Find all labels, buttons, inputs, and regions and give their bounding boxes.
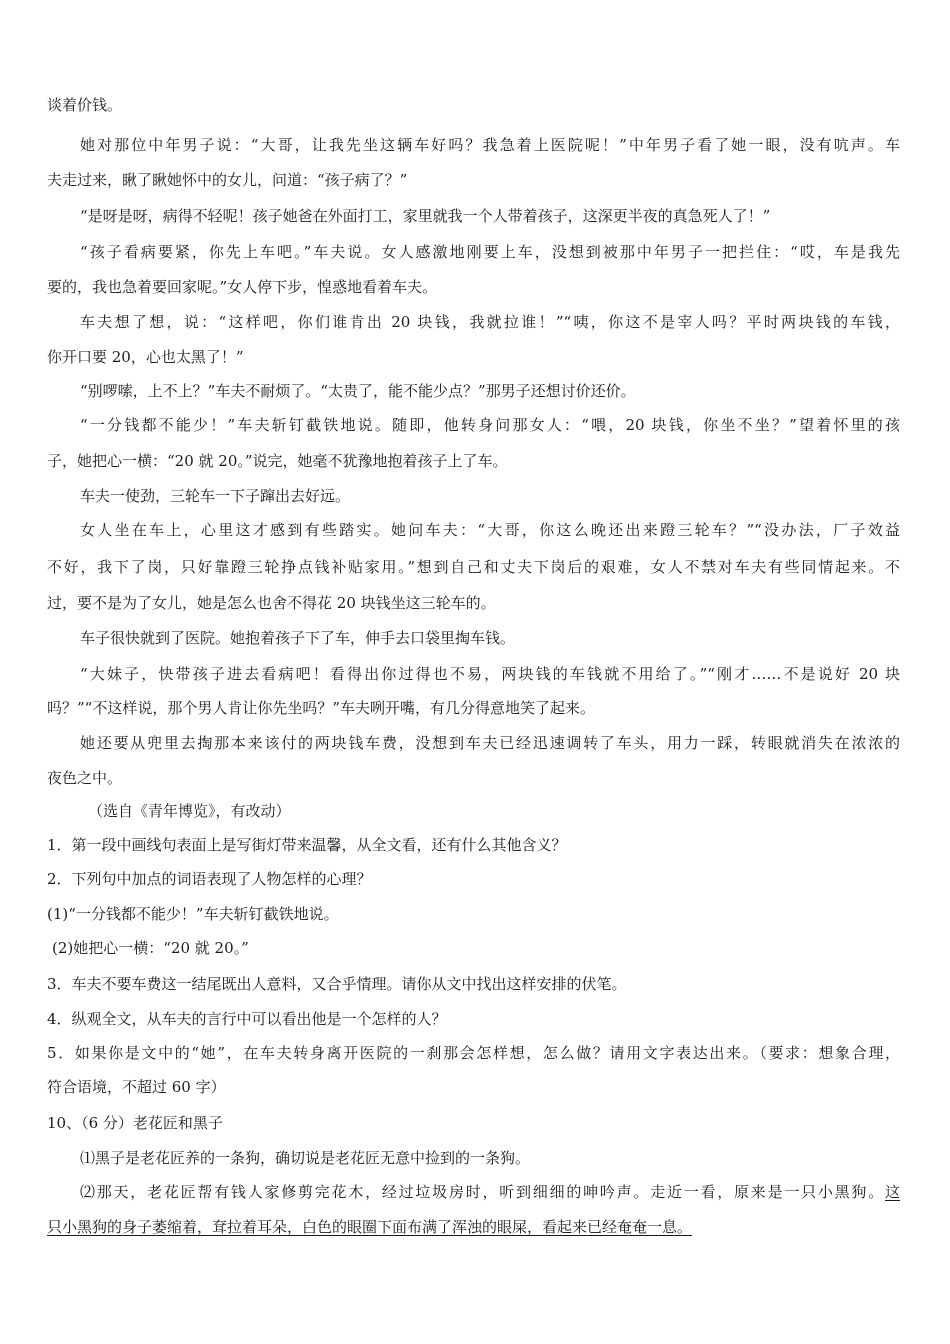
- section-10-heading: 10、（6 分）老花匠和黑子: [47, 1114, 223, 1132]
- story-line: 吗？”“不这样说，那个男人肯让你先坐吗？”车夫咧开嘴，有几分得意地笑了起来。: [47, 699, 596, 717]
- story-line: 她对那位中年男子说：“大哥，让我先坐这辆车好吗？我急着上医院呢！”中年男子看了她一眼，没有吭声。车: [80, 136, 900, 154]
- question-5-cont: 符合语境，不超过 60 字）: [47, 1078, 226, 1096]
- question-2: 2．下列句中加点的词语表现了人物怎样的心理？: [47, 870, 372, 888]
- question-2-item-1: (1)“一分钱都不能少！”车夫斩钉截铁地说。: [47, 905, 339, 923]
- story-line: 你开口要 20，心也太黑了！”: [47, 348, 244, 366]
- story-line: 她还要从兜里去掏那本来该付的两块钱车费，没想到车夫已经迅速调转了车头，用力一踩，转眼就消失在浓浓的: [80, 734, 900, 752]
- story-line: 女人坐在车上，心里这才感到有些踏实。她问车夫：“大哥，你这么晚还出来蹬三轮车？”“没办法，厂子效益: [80, 521, 900, 539]
- section-10-para-2-cont: [47, 1217, 692, 1237]
- question-4: 4．纵观全文，从车夫的言行中可以看出他是一个怎样的人？: [47, 1010, 447, 1028]
- story-line: 不好，我下了岗，只好靠蹬三轮挣点钱补贴家用。”想到自己和丈夫下岗后的艰难，女人不禁对车夫有些同情起来。不: [47, 558, 900, 576]
- story-line: 车夫想了想，说：“这样吧，你们谁肯出 20 块钱，我就拉谁！”“咦，你这不是宰人吗？平时两块钱的车钱，: [80, 313, 900, 331]
- underlined-sentence-start: 这: [884, 1183, 900, 1201]
- question-5: 5．如果你是文中的“她”，在车夫转身离开医院的一刹那会怎样想，怎么做？请用文字表达出来。（要求：想象合理，: [47, 1044, 900, 1062]
- story-line: “孩子看病要紧，你先上车吧。”车夫说。女人感激地刚要上车，没想到被那中年男子一把拦住：“哎，车是我先: [80, 243, 900, 261]
- story-line: “一分钱都不能少！”车夫斩钉截铁地说。随即，他转身问那女人：“喂，20 块钱，你坐不坐？”望着怀里的孩: [80, 416, 900, 434]
- question-3: 3．车夫不要车费这一结尾既出人意料，又合乎情理。请你从文中找出这样安排的伏笔。: [47, 975, 627, 993]
- story-line: 车夫一使劲，三轮车一下子蹿出去好远。: [80, 487, 351, 505]
- story-line: 子，她把心一横：“20 就 20。”说完，她毫不犹豫地抱着孩子上了车。: [47, 452, 508, 470]
- section-10-para-1: ⑴黑子是老花匠养的一条狗，确切说是老花匠无意中捡到的一条狗。: [80, 1149, 531, 1167]
- story-line: 要的，我也急着要回家呢。”女人停下步，惶惑地看着车夫。: [47, 278, 438, 296]
- underlined-sentence: 只小黑狗的身子萎缩着，耷拉着耳朵，白色的眼圈下面布满了浑浊的眼屎，看起来已经奄奄一息。: [47, 1218, 693, 1236]
- question-2-item-2: (2)她把心一横：“20 就 20。”: [52, 939, 249, 957]
- para-2-text: ⑵那天，老花匠帮有钱人家修剪完花木，经过垃圾房时，听到细细的呻吟声。走近一看，原来是一只小黑狗。: [80, 1183, 885, 1201]
- story-line: “大妹子，快带孩子进去看病吧！看得出你过得也不易，两块钱的车钱就不用给了。”“刚才……不是说好 20 块: [80, 665, 900, 683]
- story-line: “是呀是呀，病得不轻呢！孩子她爸在外面打工，家里就我一个人带着孩子，这深更半夜的真急死人了！”: [80, 207, 771, 225]
- question-1: 1．第一段中画线句表面上是写街灯带来温馨，从全文看，还有什么其他含义？: [47, 836, 567, 854]
- story-line: 谈着价钱。: [47, 96, 123, 114]
- section-10-para-2: [80, 1182, 900, 1202]
- story-line: 夫走过来，瞅了瞅她怀中的女儿，问道：“孩子病了？”: [47, 171, 408, 189]
- story-line: 过，要不是为了女儿，她是怎么也舍不得花 20 块钱坐这三轮车的。: [47, 594, 496, 612]
- story-line: “别啰嗦，上不上？”车夫不耐烦了。“太贵了，能不能少点？”那男子还想讨价还价。: [80, 382, 636, 400]
- story-line: 夜色之中。: [47, 769, 123, 787]
- source-note: （选自《青年博览》，有改动）: [88, 802, 291, 820]
- story-line: 车子很快就到了医院。她抱着孩子下了车，伸手去口袋里掏车钱。: [80, 629, 516, 647]
